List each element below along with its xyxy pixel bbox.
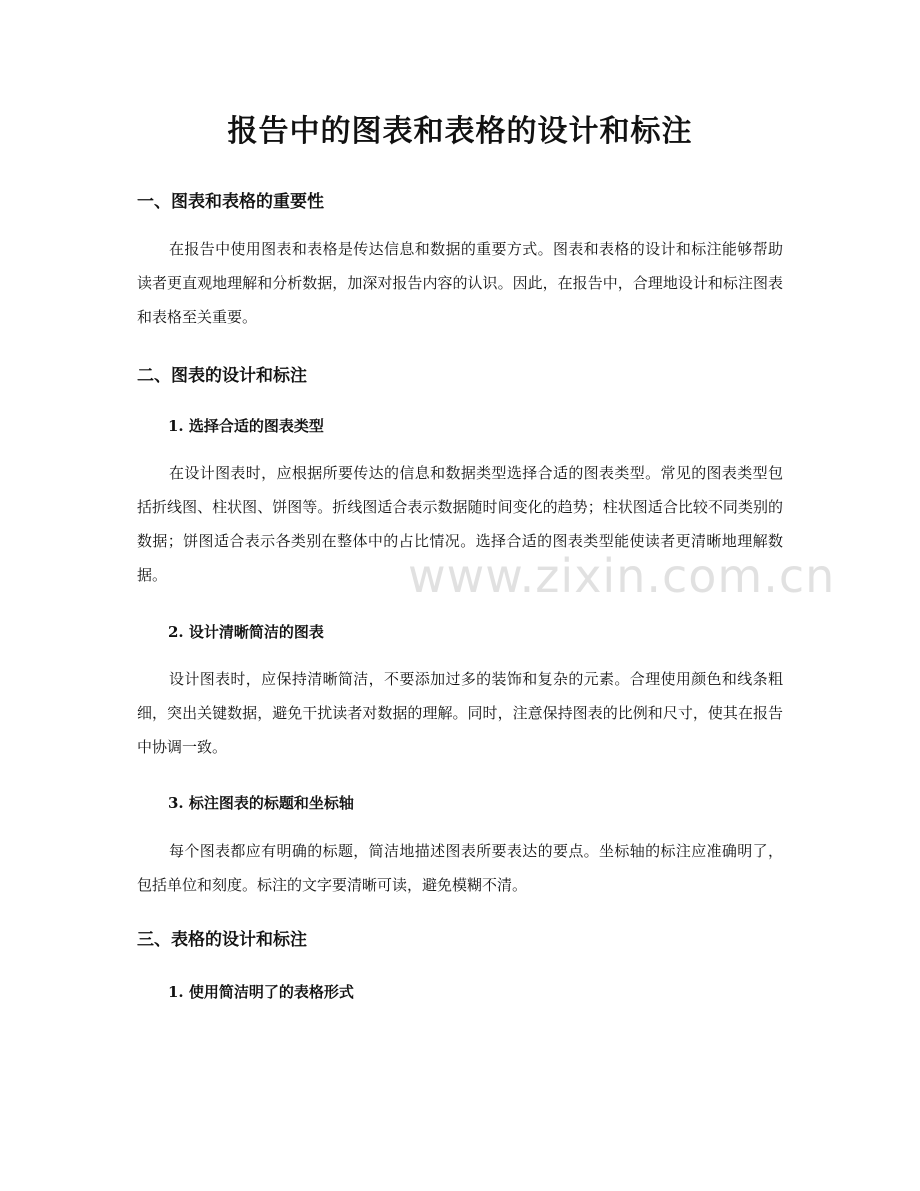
subheading-choose-chart-type: 1. 选择合适的图表类型	[168, 417, 324, 435]
paragraph-choose-chart-type: 在设计图表时，应根据所要传达的信息和数据类型选择合适的图表类型。常见的图表类型包括折线图、柱状图、饼图等。折线图适合表示数据随时间变化的趋势；柱状图适合比较不同类别的数据；饼图适合表示各类别在整体中的占比情况。选择合适的图表类型能使读者更清晰地理解数据。	[137, 464, 783, 584]
paragraph-clear-chart: 设计图表时，应保持清晰简洁，不要添加过多的装饰和复杂的元素。合理使用颜色和线条粗细，突出关键数据，避免干扰读者对数据的理解。同时，注意保持图表的比例和尺寸，使其在报告中协调一致。	[137, 670, 783, 756]
section-paragraph-importance: 在报告中使用图表和表格是传达信息和数据的重要方式。图表和表格的设计和标注能够帮助读者更直观地理解和分析数据，加深对报告内容的认识。因此，在报告中，合理地设计和标注图表和表格至关重要。	[137, 240, 783, 326]
subheading-simple-table: 1. 使用简洁明了的表格形式	[168, 983, 354, 1001]
subheading-clear-chart: 2. 设计清晰简洁的图表	[168, 623, 324, 641]
watermark: www.zixin.com.cn	[408, 549, 836, 603]
section-heading-table-design: 三、表格的设计和标注	[137, 930, 307, 950]
section-heading-importance: 一、图表和表格的重要性	[137, 192, 324, 212]
document-title: 报告中的图表和表格的设计和标注	[227, 114, 693, 149]
paragraph-chart-title-axes: 每个图表都应有明确的标题，简洁地描述图表所要表达的要点。坐标轴的标注应准确明了，包括单位和刻度。标注的文字要清晰可读，避免模糊不清。	[137, 842, 783, 894]
section-heading-chart-design: 二、图表的设计和标注	[137, 366, 307, 386]
subheading-chart-title-axes: 3. 标注图表的标题和坐标轴	[168, 794, 354, 812]
